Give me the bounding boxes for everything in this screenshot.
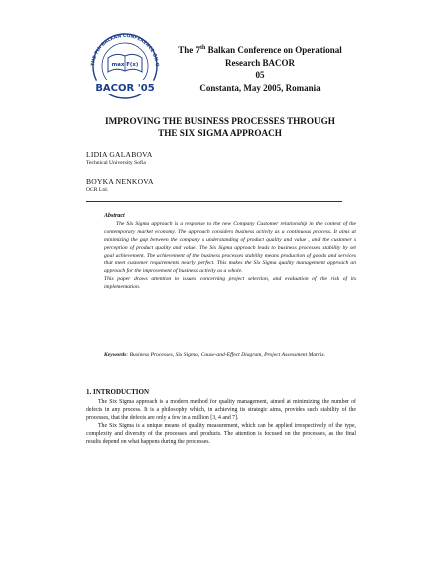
conference-header (160, 42, 360, 94)
conference-line-2: Research BACOR (224, 57, 296, 68)
abstract-paragraph: This paper draws attention to issues concerning project selection, and evaluation of the risk of its implementation. (104, 276, 356, 291)
logo-ring-text: THE 7th BALKAN CONFERENCE ON O (91, 33, 160, 67)
abstract-heading: Abstract (104, 213, 125, 219)
keywords-text: : Business Processes, Six Sigma, Cause-and-Effect Diagram, Project Assessment Matrix. (126, 352, 326, 358)
author-block (86, 150, 153, 168)
conference-line-4: Constanta, May 2005, Romania (199, 82, 321, 93)
introduction-body (86, 399, 356, 446)
logo-formula: max F(x) (111, 62, 139, 68)
conference-line-3: 05 (255, 70, 265, 80)
section-heading: 1. INTRODUCTION (86, 388, 150, 396)
author-name: BOYKA NENKOVA (86, 177, 154, 186)
paper-title: IMPROVING THE BUSINESS PROCESSES THROUGH THE SIX SIGMA APPROACH (105, 116, 335, 138)
body-paragraph: The Six Sigma approach is a modern method for quality management, aimed at minimizing the number of defects in any process. It is a philosophy which, in achieving its strategic aims, provides such stability of the processes, that the defects are only a few in a million [3, 4 and 7]. (86, 399, 356, 421)
logo-brand: BACOR '05 (95, 83, 155, 94)
abstract-paragraph: The Six Sigma approach is a response to the new Company Customer relationship in the context of the contemporary market economy. The approach considers business activity as a continuous process. It aims at minimizing the gap between the company s understanding of product quality and value , and the customer s perception of product quality and value. The Six Sigma approach leads to business processes stability by set goal achievement. The achievement of the business processes stability means production of goods and services that meet customer requirements nearly perfect. This makes the Six Sigma quality management approach an approach for the improvement of business activity as a whole. (104, 220, 356, 275)
conference-line-1: The 7th Balkan Conference on Operational (178, 45, 342, 55)
keywords-label: Keywords (104, 352, 127, 358)
separator-rule (86, 201, 342, 202)
author-name: LIDIA GALABOVA (86, 150, 153, 159)
abstract (104, 213, 356, 292)
author-affiliation: Technical University Sofia (86, 160, 146, 166)
author-affiliation: OCR Ltd. (86, 187, 109, 193)
body-paragraph: The Six Sigma is a unique means of quality measurement, which can be applied irrespectively of the type, complexity and diversity of the processes and products. The attention is focused on the processes, as the final results depend on what happens during the processes. (86, 422, 356, 445)
keywords (104, 351, 356, 359)
author-block (86, 177, 154, 195)
bacor-logo (86, 28, 164, 100)
